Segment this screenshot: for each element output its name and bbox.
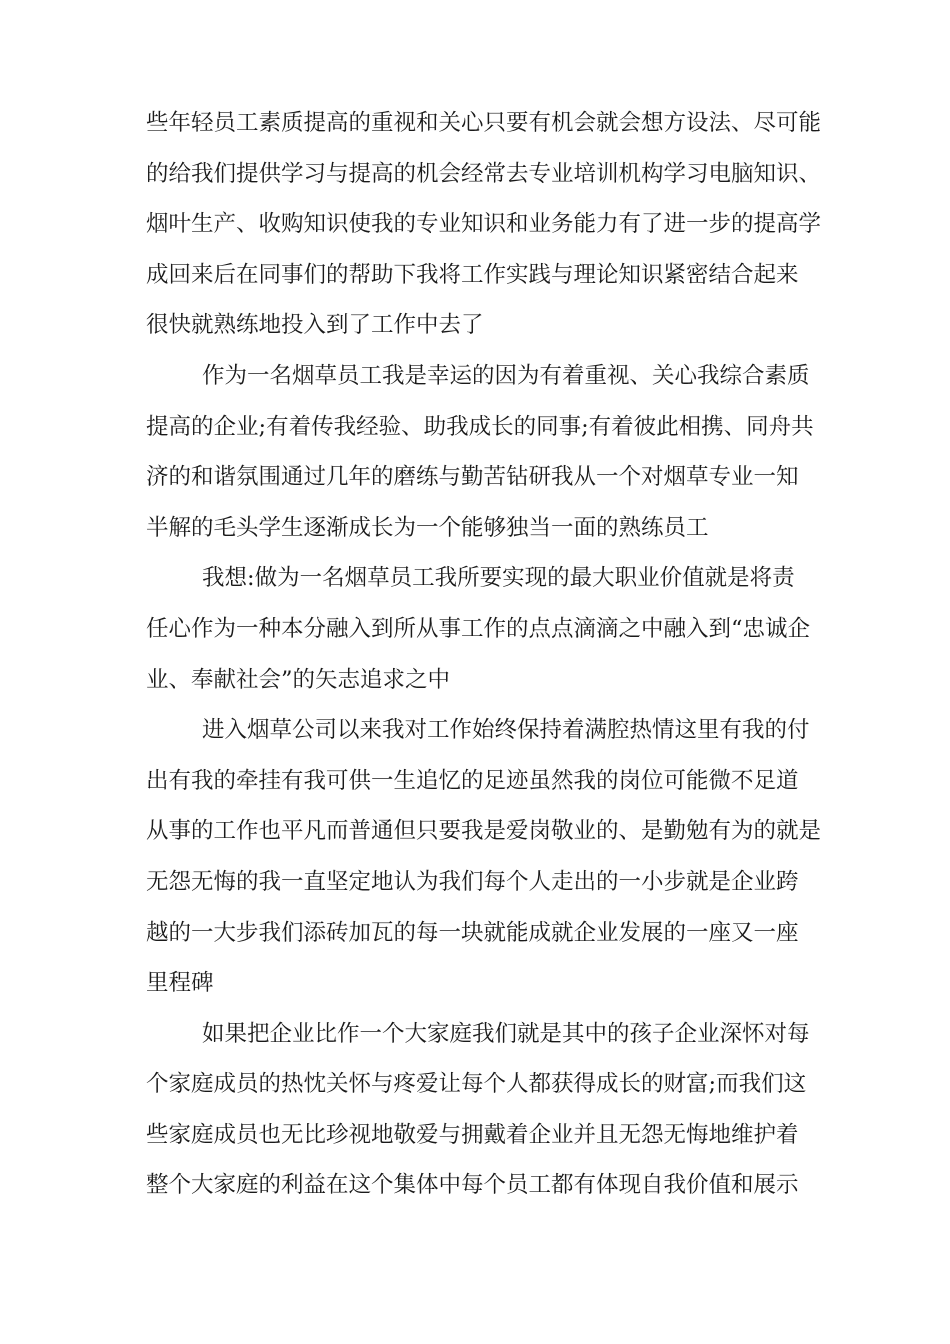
- text-line: 些年轻员工素质提高的重视和关心只要有机会就会想方设法、尽可能: [146, 110, 822, 136]
- text-line: 些家庭成员也无比珍视地敬爱与拥戴着企业并且无怨无悔地维护着: [146, 1121, 799, 1148]
- text-line: 成回来后在同事们的帮助下我将工作实践与理论知识紧密结合起来: [146, 261, 799, 288]
- paragraph: [146, 705, 822, 1009]
- text-line: 任心作为一种本分融入到所从事工作的点点滴滴之中融入到“忠诚企: [146, 615, 811, 642]
- text-line: 如果把企业比作一个大家庭我们就是其中的孩子企业深怀对每: [202, 1020, 810, 1047]
- text-line: 整个大家庭的利益在这个集体中每个员工都有体现自我价值和展示: [146, 1172, 799, 1199]
- text-line: 半解的毛头学生逐渐成长为一个能够独当一面的熟练员工: [146, 514, 709, 541]
- text-line: 作为一名烟草员工我是幸运的因为有着重视、关心我综合素质: [202, 362, 810, 389]
- text-line: 济的和谐氛围通过几年的磨练与勤苦钻研我从一个对烟草专业一知: [146, 464, 799, 491]
- paragraph: [146, 351, 816, 553]
- text-line: 进入烟草公司以来我对工作始终保持着满腔热情这里有我的付: [202, 717, 810, 744]
- text-line: 提高的企业;有着传我经验、助我成长的同事;有着彼此相携、同舟共: [146, 413, 814, 440]
- text-line: 业、奉献社会”的矢志追求之中: [146, 666, 451, 693]
- text-line: 很快就熟练地投入到了工作中去了: [146, 312, 484, 339]
- text-line: 的给我们提供学习与提高的机会经常去专业培训机构学习电脑知识、: [146, 160, 822, 187]
- text-line: 烟叶生产、收购知识使我的专业知识和业务能力有了进一步的提高学: [146, 211, 822, 238]
- text-line: 出有我的牵挂有我可供一生追忆的足迹虽然我的岗位可能微不足道: [146, 767, 799, 794]
- text-line: 从事的工作也平凡而普通但只要我是爱岗敬业的、是勤勉有为的就是: [146, 818, 822, 845]
- body-text: [146, 98, 822, 1211]
- text-line: 里程碑: [146, 970, 214, 997]
- text-line: 个家庭成员的热忱关怀与疼爱让每个人都获得成长的财富;而我们这: [146, 1071, 807, 1098]
- paragraph: [146, 1009, 816, 1211]
- paragraph: [146, 553, 816, 705]
- text-line: 我想:做为一名烟草员工我所要实现的最大职业价值就是将责: [202, 565, 795, 592]
- text-line: 越的一大步我们添砖加瓦的每一块就能成就企业发展的一座又一座: [146, 919, 799, 946]
- paragraph: [146, 98, 822, 351]
- text-line: 无怨无悔的我一直坚定地认为我们每个人走出的一小步就是企业跨: [146, 868, 799, 895]
